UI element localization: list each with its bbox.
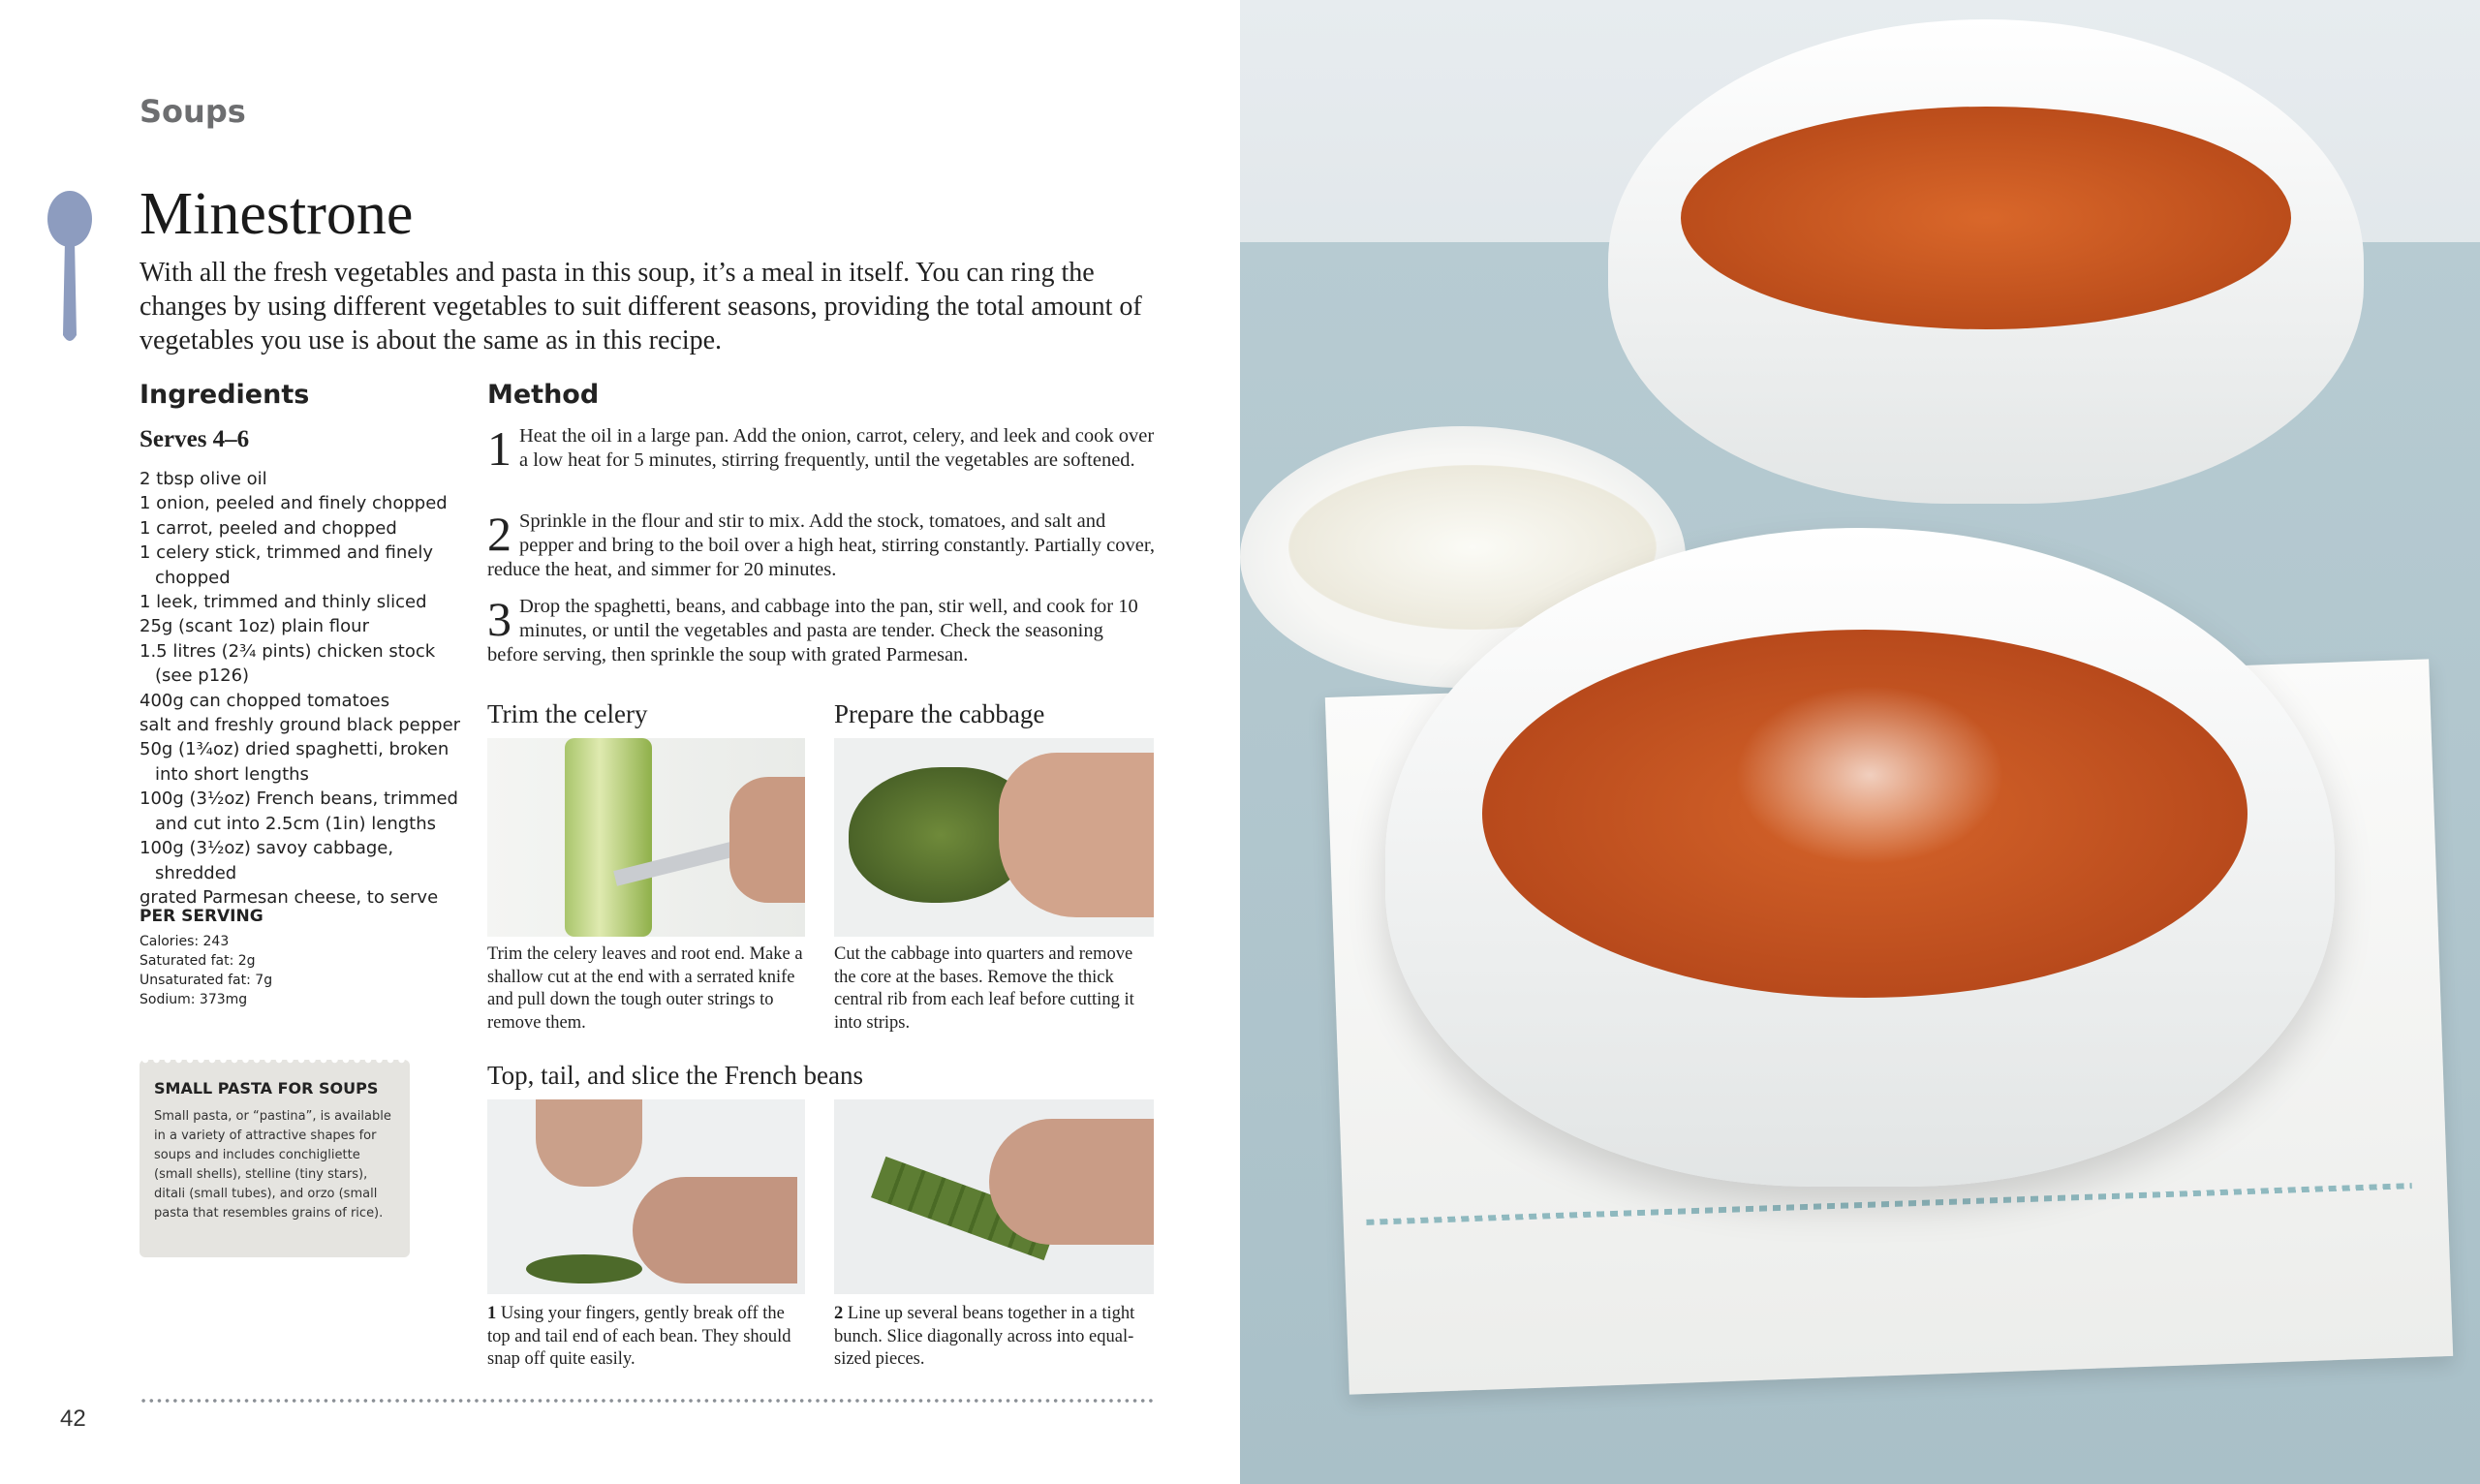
technique-heading: Top, tail, and slice the French beans	[487, 1061, 863, 1090]
ingredient-item: 100g (3½oz) French beans, trimmed and cut into 2.5cm (1in) lengths	[140, 788, 458, 834]
serves-label: Serves 4–6	[140, 426, 250, 452]
step-number: 1	[487, 1304, 497, 1323]
step-text: Sprinkle in the flour and stir to mix. Add the stock, tomatoes, and salt and pepper and bring to the boil over a high heat, stirring constantly. Partially cover, reduce the heat, and simmer for 20 minutes.	[487, 510, 1155, 580]
nutrition-item: Saturated fat: 2g	[140, 953, 256, 969]
section-header: Soups	[140, 93, 246, 130]
step-text: Line up several beans together in a tight bunch. Slice diagonally across into equal-sized pieces.	[834, 1304, 1135, 1370]
intro-text: With all the fresh vegetables and pasta in this soup, it’s a meal in itself. You can ring the changes by using different vegetables to suit different seasons, providing the total amount of vegetables you use is about the same as in this recipe.	[140, 258, 1142, 356]
technique-step	[487, 1303, 812, 1372]
ingredient-item: grated Parmesan cheese, to serve	[140, 886, 439, 908]
spoon-icon	[46, 190, 93, 345]
ingredient-item: 50g (1¾oz) dried spaghetti, broken into short lengths	[140, 739, 450, 785]
method-step	[487, 507, 1156, 582]
technique-caption: Trim the celery leaves and root end. Make a shallow cut at the end with a serrated knife and pull down the tough outer strings to remove them.	[487, 944, 803, 1033]
nutrition-item: Calories: 243	[140, 934, 230, 949]
method-heading: Method	[487, 380, 600, 410]
ingredients-heading: Ingredients	[140, 380, 310, 410]
step-text: Drop the spaghetti, beans, and cabbage into the pan, stir well, and cook for 10 minutes, or until the vegetables and pasta are tender. Check the seasoning before serving, then sprinkle the soup with grated Parmesan.	[487, 596, 1138, 665]
nutrition-list	[140, 932, 272, 1009]
step-number: 1	[487, 421, 512, 476]
method-step	[487, 421, 1156, 476]
method-step	[487, 592, 1156, 667]
nutrition-item: Unsaturated fat: 7g	[140, 973, 273, 988]
ingredient-item: 100g (3½oz) savoy cabbage, shredded	[140, 838, 394, 883]
step-text: Heat the oil in a large pan. Add the onion, carrot, celery, and leek and cook over a low heat for 5 minutes, stirring frequently, until the vegetables are softened.	[519, 425, 1155, 471]
beans-slice-photo	[834, 1099, 1154, 1294]
page-title: Minestrone	[140, 181, 414, 247]
dotted-divider	[140, 1399, 1153, 1403]
cabbage-photo	[834, 738, 1154, 937]
ingredient-item: 25g (scant 1oz) plain flour	[140, 616, 369, 637]
technique-caption: Cut the cabbage into quarters and remove the core at the bases. Remove the thick central rib from each leaf before cutting it into strips.	[834, 944, 1134, 1033]
ingredient-item: 1 onion, peeled and finely chopped	[140, 493, 448, 514]
tip-heading: SMALL PASTA FOR SOUPS	[154, 1079, 379, 1098]
per-serving-heading: PER SERVING	[140, 907, 264, 926]
step-number: 2	[487, 507, 512, 561]
minestrone-photo	[1240, 0, 2480, 1484]
ingredient-item: 1.5 litres (2¾ pints) chicken stock (see p126)	[140, 640, 436, 687]
technique-heading: Trim the celery	[487, 699, 648, 728]
ingredient-item: 2 tbsp olive oil	[140, 469, 267, 489]
celery-photo	[487, 738, 805, 937]
step-text: Using your fingers, gently break off the top and tail end of each bean. They should snap off quite easily.	[487, 1304, 791, 1370]
ingredient-item: 1 celery stick, trimmed and finely chopped	[140, 542, 434, 588]
ingredient-item: 1 carrot, peeled and chopped	[140, 517, 397, 539]
ingredient-list	[140, 467, 469, 910]
page-number: 42	[60, 1406, 86, 1432]
tip-text: Small pasta, or “pastina”, is available in a variety of attractive shapes for soups and includes conchigliette (small shells), stelline (tiny stars), ditali (small tubes), and orzo (small pasta that resembles grains of rice).	[154, 1109, 391, 1221]
technique-step	[834, 1303, 1159, 1372]
ingredient-item: 400g can chopped tomatoes	[140, 690, 390, 711]
step-number: 2	[834, 1304, 844, 1323]
step-number: 3	[487, 592, 512, 646]
technique-heading: Prepare the cabbage	[834, 699, 1045, 728]
nutrition-item: Sodium: 373mg	[140, 992, 248, 1007]
beans-trim-photo	[487, 1099, 805, 1294]
tip-box	[140, 1060, 410, 1257]
ingredient-item: 1 leek, trimmed and thinly sliced	[140, 592, 427, 613]
ingredient-item: salt and freshly ground black pepper	[140, 715, 461, 736]
